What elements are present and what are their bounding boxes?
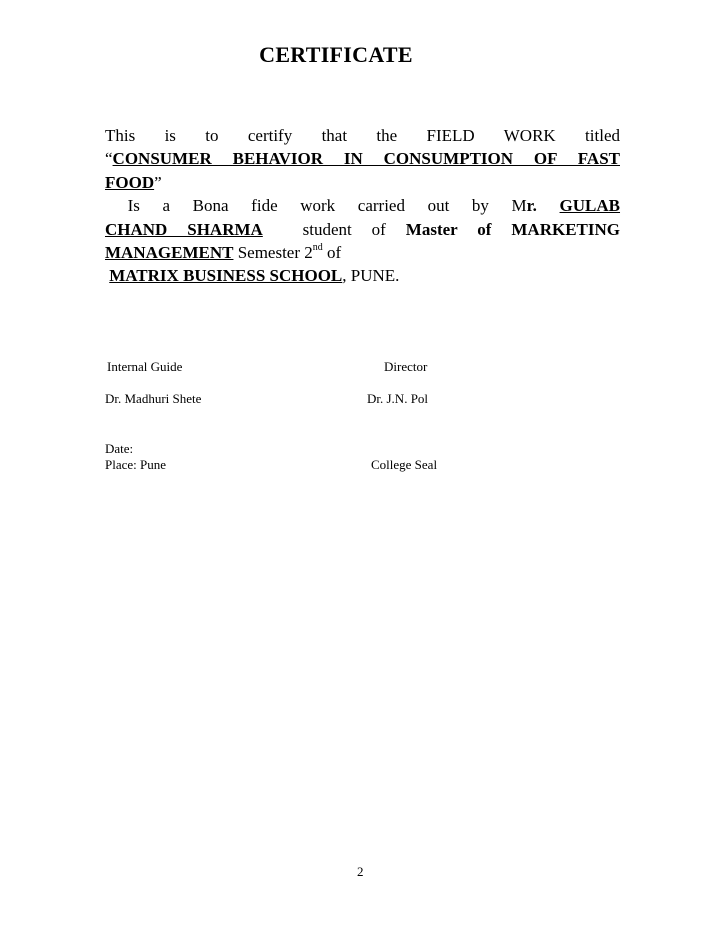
student-last-name: CHAND SHARMA bbox=[105, 219, 263, 239]
school-city: , PUNE. bbox=[342, 266, 400, 286]
body-line-5 bbox=[105, 218, 620, 241]
student-first-name: GULAB bbox=[559, 196, 621, 216]
place-label: Place: Pune bbox=[105, 457, 167, 472]
body-line-3 bbox=[105, 171, 620, 194]
program-name-end: MANAGEMENT bbox=[105, 243, 234, 263]
body-line-7 bbox=[105, 264, 620, 287]
open-quote: “ bbox=[105, 149, 113, 169]
certificate-body bbox=[105, 124, 620, 288]
semester-ordinal: nd bbox=[312, 242, 323, 254]
guide-name: Dr. Madhuri Shete bbox=[105, 391, 202, 406]
of-text: of bbox=[327, 243, 342, 263]
date-label: Date: bbox=[105, 441, 134, 456]
mr-suffix: r. bbox=[526, 196, 537, 216]
page-title: CERTIFICATE bbox=[259, 42, 413, 67]
page-number: 2 bbox=[357, 864, 364, 879]
body-line-4 bbox=[105, 194, 620, 217]
program-name: Master of MARKETING bbox=[405, 219, 621, 239]
certify-statement: This is to certify that the FIELD WORK titled bbox=[105, 126, 620, 145]
body-line-1 bbox=[105, 124, 620, 147]
director-label: Director bbox=[384, 359, 428, 374]
project-title-end: FOOD bbox=[105, 172, 155, 192]
semester-text: Semester 2 bbox=[237, 243, 313, 263]
body-line-2 bbox=[105, 147, 620, 170]
director-name: Dr. J.N. Pol bbox=[367, 391, 429, 406]
body-line-6 bbox=[105, 241, 620, 264]
close-quote: ” bbox=[154, 172, 162, 192]
school-name: MATRIX BUSINESS SCHOOL bbox=[109, 266, 343, 286]
internal-guide-label: Internal Guide bbox=[107, 359, 183, 374]
student-of-text: student of bbox=[302, 219, 386, 239]
bona-fide-statement: Is a Bona fide work carried out by M bbox=[127, 196, 527, 216]
college-seal-label: College Seal bbox=[371, 457, 438, 472]
project-title: CONSUMER BEHAVIOR IN CONSUMPTION OF FAST bbox=[112, 149, 620, 169]
